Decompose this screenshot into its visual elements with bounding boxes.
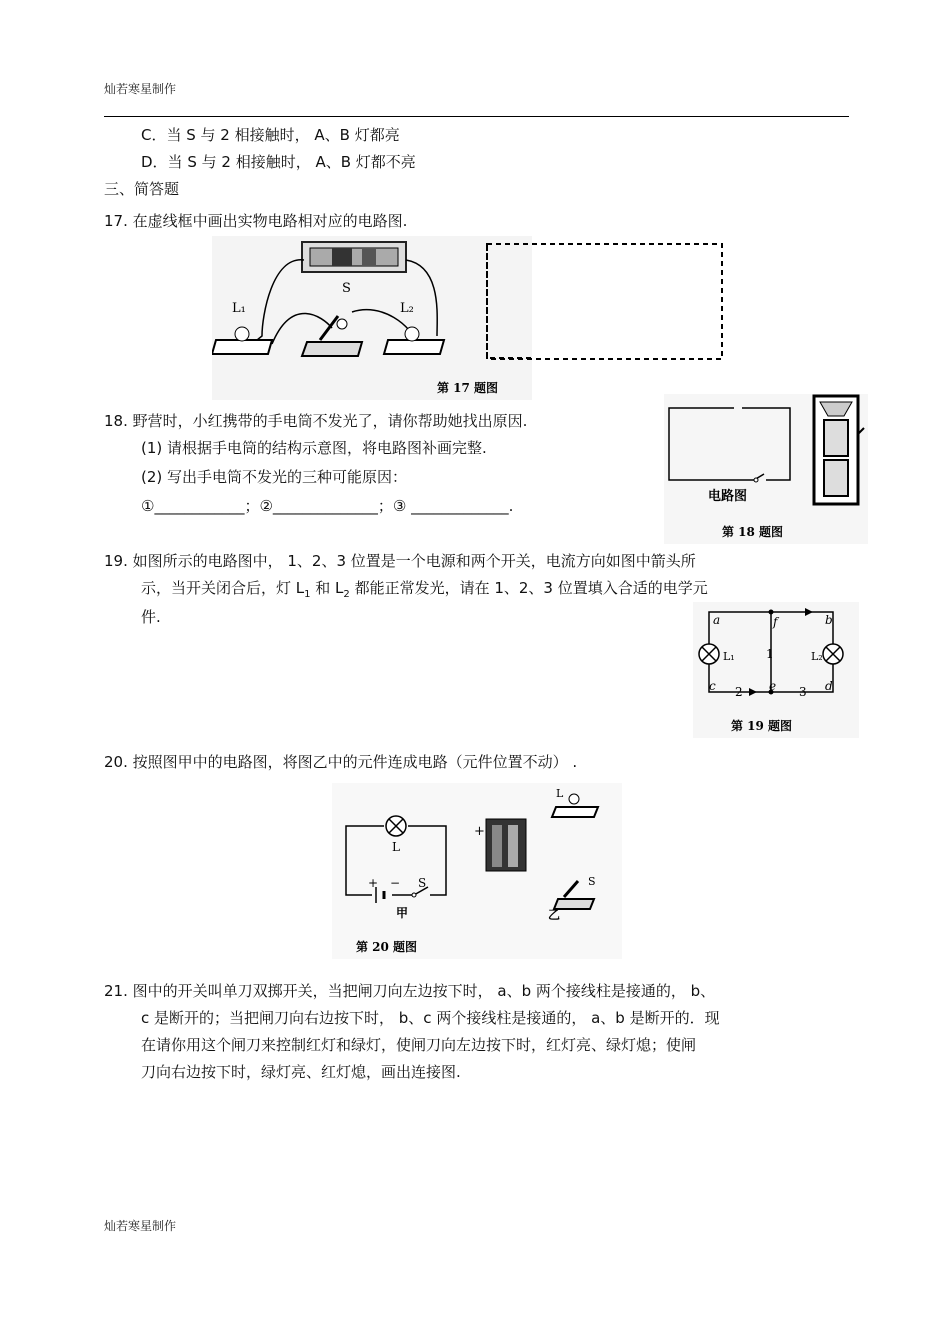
fig17-s-label: S xyxy=(342,281,351,296)
fig20-battery-plus: + xyxy=(474,824,485,839)
fig19-e: e xyxy=(769,679,777,693)
fig17-l2-label: L₂ xyxy=(400,301,414,316)
section-title: 三、简答题 xyxy=(104,180,180,198)
fig18-circuit-label: 电路图 xyxy=(708,489,748,504)
page-footer: 灿若寒星制作 xyxy=(104,1219,177,1233)
question-18-blanks: ①____________；②______________；③ _____________. xyxy=(141,497,514,515)
page-header: 灿若寒星制作 xyxy=(104,82,177,96)
question-20: 20. 按照图甲中的电路图，将图乙中的元件连成电路（元件位置不动） . xyxy=(104,753,578,771)
fig20-l-label: L xyxy=(392,840,400,854)
option-d: D．当 S 与 2 相接触时， A、B 灯都不亮 xyxy=(141,153,416,171)
question-19-line3: 件. xyxy=(141,608,161,626)
fig19-pos2: 2 xyxy=(735,685,743,699)
fig19-b: b xyxy=(825,613,833,627)
fig17-caption: 第 17 题图 xyxy=(437,381,499,395)
figure-17-real-circuit xyxy=(212,236,532,400)
fig19-pos3: 3 xyxy=(799,685,807,699)
question-19-line2: 示，当开关闭合后，灯 $L_1$ 和 $L_2$ 都能正常发光，请在 1、2、3 位置填入合适的电学元 xyxy=(141,579,708,600)
fig19-pos1: 1 xyxy=(766,647,774,661)
question-17: 17. 在虚线框中画出实物电路相对应的电路图. xyxy=(104,212,408,230)
fig18-caption: 第 18 题图 xyxy=(722,525,784,539)
fig19-c: c xyxy=(709,679,716,693)
option-c: C．当 S 与 2 相接触时， A、B 灯都亮 xyxy=(141,126,400,144)
fig20-jia: 甲 xyxy=(396,906,409,920)
fig19-d: d xyxy=(825,679,833,693)
fig20-yi: 乙 xyxy=(548,908,561,922)
fig20-s-label: S xyxy=(418,876,427,890)
question-21-line3: 在请你用这个闸刀来控制红灯和绿灯，使闸刀向左边按下时，红灯亮、绿灯熄；使闸 xyxy=(141,1036,697,1054)
header-rule xyxy=(104,116,849,117)
question-21-line1: 21. 图中的开关叫单刀双掷开关，当把闸刀向左边按下时， a、b 两个接线柱是接通的， b、 xyxy=(104,982,716,1000)
question-21-line4: 刀向右边按下时，绿灯亮、红灯熄，画出连接图. xyxy=(141,1063,461,1081)
fig20-minus: − xyxy=(390,876,401,890)
figure-17-dashed-box xyxy=(486,243,724,361)
question-21-line2: c 是断开的；当把闸刀向右边按下时， b、c 两个接线柱是接通的， a、b 是断开的．现 xyxy=(141,1009,720,1027)
fig20-switch-s: S xyxy=(588,875,596,888)
fig19-a: a xyxy=(713,613,721,627)
fig19-l1: L₁ xyxy=(723,650,735,663)
figure-20 xyxy=(332,783,622,959)
question-19-line1: 19. 如图所示的电路图中， 1、2、3 位置是一个电源和两个开关，电流方向如图中箭头所 xyxy=(104,552,696,570)
question-18: 18. 野营时，小红携带的手电筒不发光了，请你帮助她找出原因. xyxy=(104,412,528,430)
fig20-plus: + xyxy=(368,876,379,890)
figure-18 xyxy=(664,394,868,544)
fig19-f: f xyxy=(773,615,778,629)
question-18-part2: (2) 写出手电筒不发光的三种可能原因： xyxy=(141,468,408,486)
fig20-lamp-l: L xyxy=(556,787,564,800)
fig17-l1-label: L₁ xyxy=(232,301,246,316)
fig19-l2: L₂ xyxy=(811,650,823,663)
figure-19 xyxy=(693,602,859,738)
question-18-part1: (1) 请根据手电筒的结构示意图，将电路图补画完整. xyxy=(141,439,487,457)
fig19-caption: 第 19 题图 xyxy=(731,719,793,733)
fig20-caption: 第 20 题图 xyxy=(356,940,418,954)
